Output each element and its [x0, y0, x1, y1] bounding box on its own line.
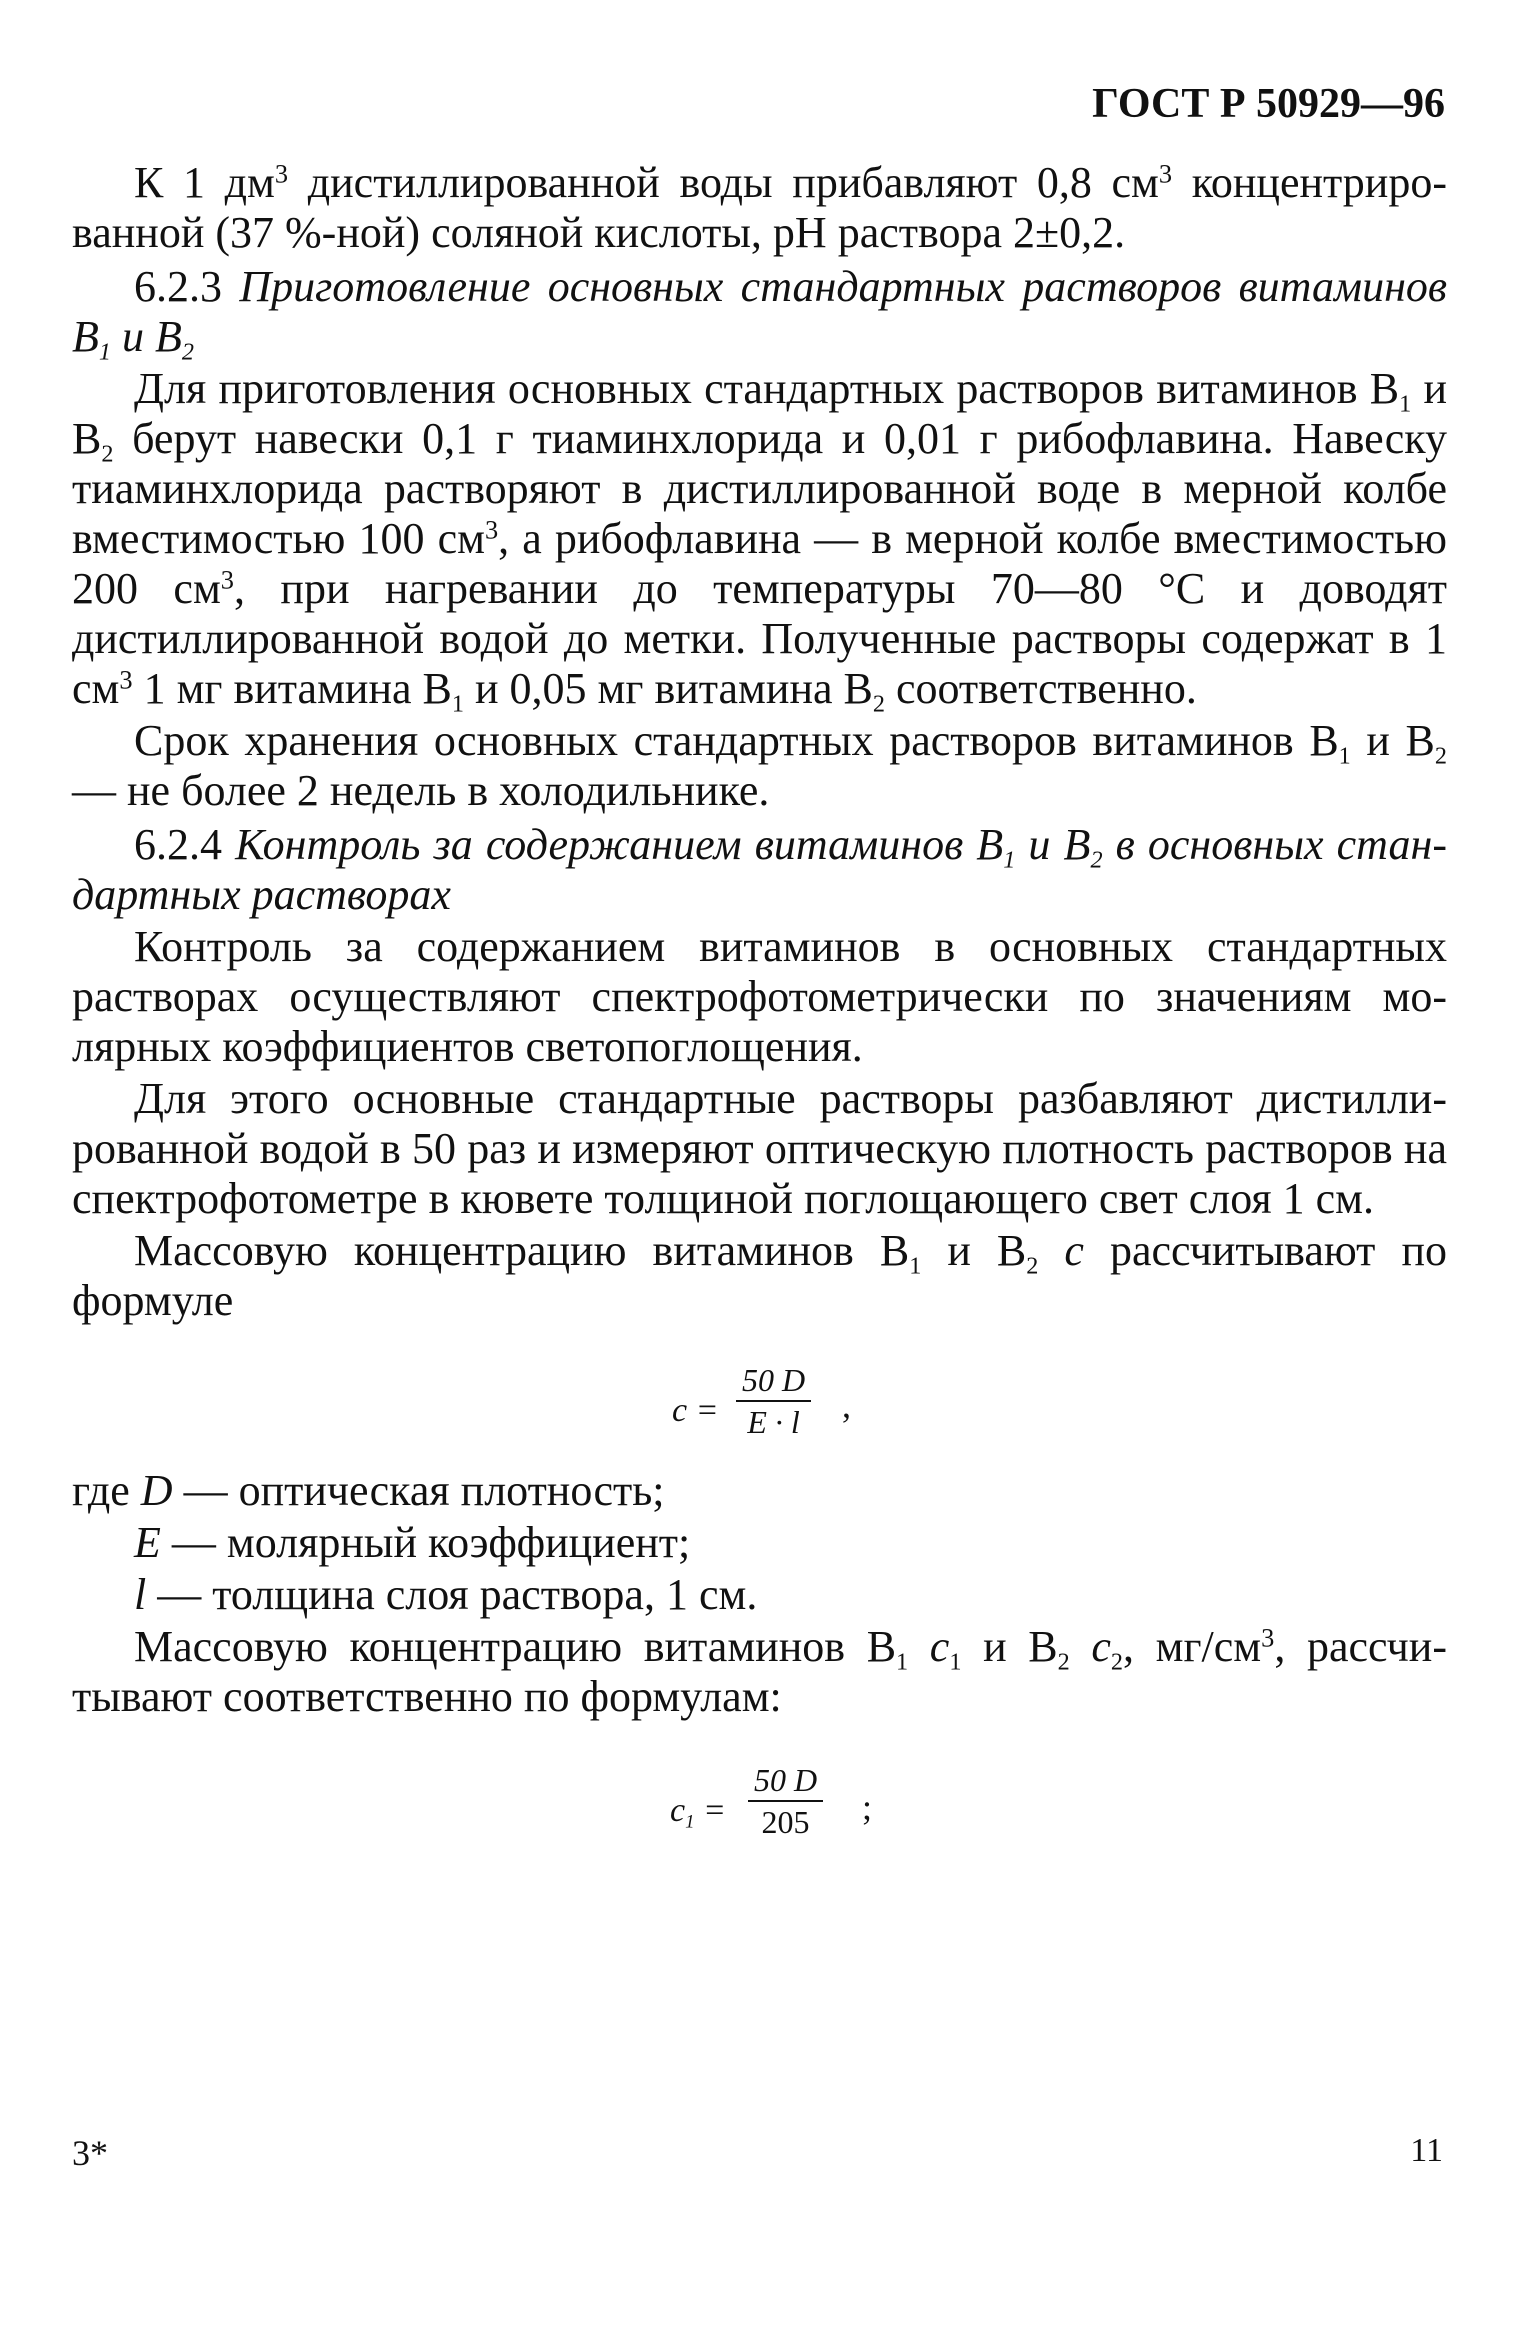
where-line-d: где D — оптическая плотность;: [72, 1466, 665, 1515]
where-line-l: l — толщина слоя раствора, 1 см.: [134, 1570, 758, 1619]
paragraph-acid-solution: К 1 $дм^3$ дистиллированной воды прибавляют 0,8 $см^3$ концентрированной (37 %-ной) соляной кислоты, рН раствора 2±0,2.: [72, 158, 1448, 257]
page-number: 11: [1410, 2132, 1443, 2169]
formula-concentration: [72, 1328, 1447, 1466]
formula-c1: [72, 1724, 1447, 1862]
where-line-e: E — молярный коэффициент;: [134, 1518, 691, 1567]
footer-sheet-mark: 3*: [72, 2133, 108, 2173]
paragraph-control: Контроль за содержанием витаминов в основных стандартных растворах осуществляют спектрофотометрически по значениям молярных коэффициентов светопоглощения.: [72, 922, 1447, 1071]
section-heading-6-2-4: 6.2.4 Контроль за содержанием витаминов $В_1$ и $В_2$ в основных стандартных растворах: [72, 820, 1447, 919]
paragraph-storage: Срок хранения основных стандартных растворов витаминов $В_1$ и $В_2$ — не более 2 недель в холодильнике.: [72, 716, 1447, 815]
section-heading-6-2-3: 6.2.3 Приготовление основных стандартных растворов витаминов $В_1$ и $В_2$: [72, 262, 1447, 366]
document-body: [72, 158, 1447, 1862]
formula-c1-fraction: [748, 1760, 823, 1842]
formula-c1-lhs: $c_1$ =: [670, 1792, 726, 1833]
paragraph-preparation: Для приготовления основных стандартных растворов витаминов $В_1$ и $В_2$ берут навески 0,1 г тиаминхлорида и 0,01 г рибофлавина. Навеску тиаминхлорида растворяют в дистиллированной воде в мерной колбе вместимостью 100 $см^3$, а рибофлавина — в мерной колбе вместимостью 200 $см^3$, при нагревании до температуры 70—80 °С и доводят дистиллированной водой до метки. Полученные растворы содержат в 1 $см^3$ 1 мг витамина $В_1$ и 0,05 мг витамина $В_2$ соответственно.: [72, 364, 1448, 718]
formula-punctuation: ,: [842, 1385, 851, 1425]
formula-denominator: E · l: [747, 1404, 800, 1440]
formula-c1-denominator: 205: [761, 1804, 810, 1840]
formula-numerator: 50 D: [736, 1360, 811, 1402]
standard-header: ГОСТ Р 50929—96: [1092, 81, 1445, 127]
formula-lhs: c =: [672, 1392, 719, 1429]
paragraph-mass-concentration-separate: Массовую концентрацию витаминов $В_1$ $с_1$ и $В_2$ $с_2$, $мг/см^3$, рассчитывают соответственно по формулам:: [72, 1622, 1448, 1721]
formula-c1-punctuation: ;: [862, 1787, 873, 1827]
formula-fraction: [736, 1360, 811, 1442]
paragraph-dilution: Для этого основные стандартные растворы разбавляют дистиллированной водой в 50 раз и измеряют оптическую плотность растворов на спектрофотометре в кювете толщиной поглощающего свет слоя 1 см.: [72, 1074, 1447, 1223]
paragraph-mass-concentration: Массовую концентрацию витаминов $В_1$ и $В_2$ с рассчитывают по формуле: [72, 1226, 1447, 1325]
formula-c1-numerator: 50 D: [748, 1760, 823, 1802]
